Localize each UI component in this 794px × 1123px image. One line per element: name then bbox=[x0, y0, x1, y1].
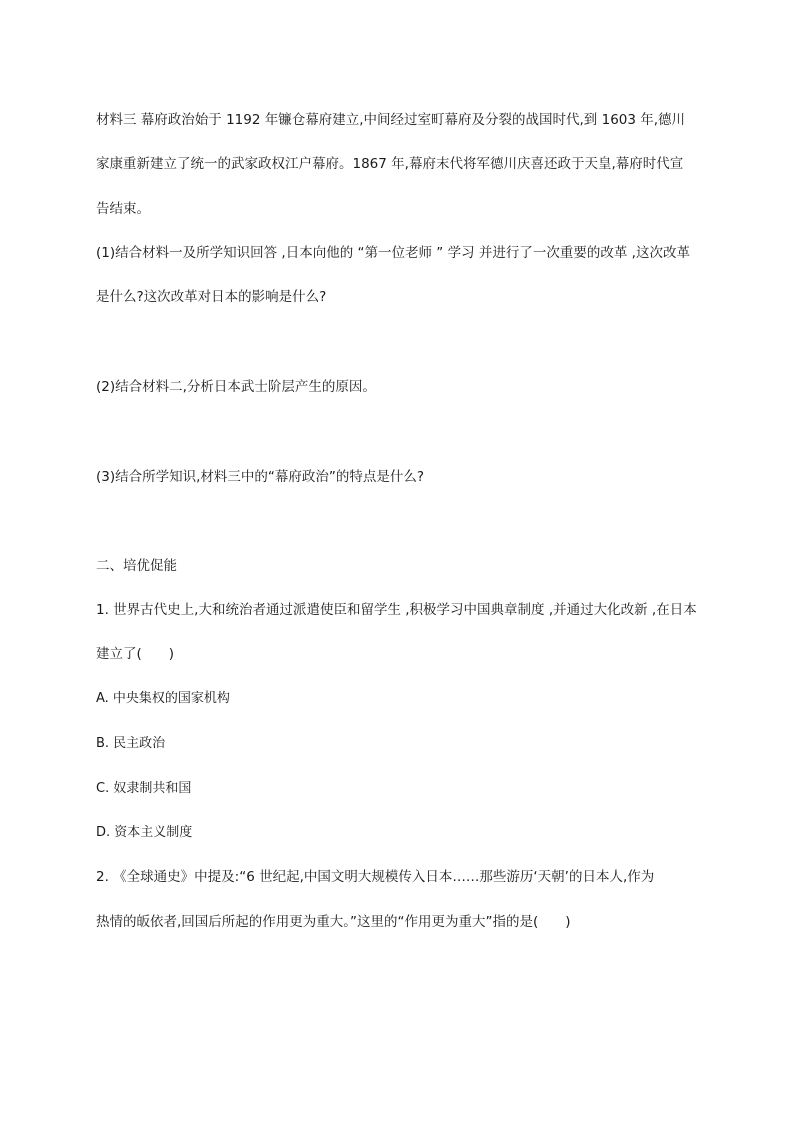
material3-line3: 告结束。 bbox=[96, 201, 150, 217]
mc1-option-b: B. 民主政治 bbox=[96, 736, 166, 751]
mc1-stem-line2: 建立了( ) bbox=[96, 646, 175, 662]
mc1-stem-line1: 1. 世界古代史上,大和统治者通过派遣使臣和留学生 ,积极学习中国典章制度 ,并通过大化改新 ,在日本 bbox=[96, 602, 697, 618]
section-heading: 二、培优促能 bbox=[96, 558, 177, 574]
mc1-option-a: A. 中央集权的国家机构 bbox=[96, 691, 230, 706]
material3-line2: 家康重新建立了统一的武家政权江户幕府。1867 年,幕府末代将军德川庆喜还政于天皇,幕府时代宣 bbox=[96, 156, 684, 172]
question2-text: (2)结合材料二,分析日本武士阶层产生的原因。 bbox=[96, 379, 376, 395]
mc2-stem-line2: 热情的皈依者,回国后所起的作用更为重大。”这里的“作用更为重大”指的是( ) bbox=[96, 914, 571, 930]
question1-line2: 是什么?这次改革对日本的影响是什么? bbox=[96, 289, 327, 305]
material3-line1: 材料三 幕府政治始于 1192 年镰仓幕府建立,中间经过室町幕府及分裂的战国时代,到 1603 年,德川 bbox=[96, 112, 686, 128]
mc1-option-c: C. 奴隶制共和国 bbox=[96, 781, 192, 796]
mc1-option-d: D. 资本主义制度 bbox=[96, 825, 193, 840]
question3-text: (3)结合所学知识,材料三中的“幕府政治”的特点是什么? bbox=[96, 469, 425, 485]
question1-line1: (1)结合材料一及所学知识回答 ,日本向他的 “第一位老师 ” 学习 并进行了一次重要的改革 ,这次改革 bbox=[96, 245, 690, 261]
mc2-stem-line1: 2. 《全球通史》中提及:“6 世纪起,中国文明大规模传入日本……那些游历‘天朝’的日本人,作为 bbox=[96, 869, 655, 885]
